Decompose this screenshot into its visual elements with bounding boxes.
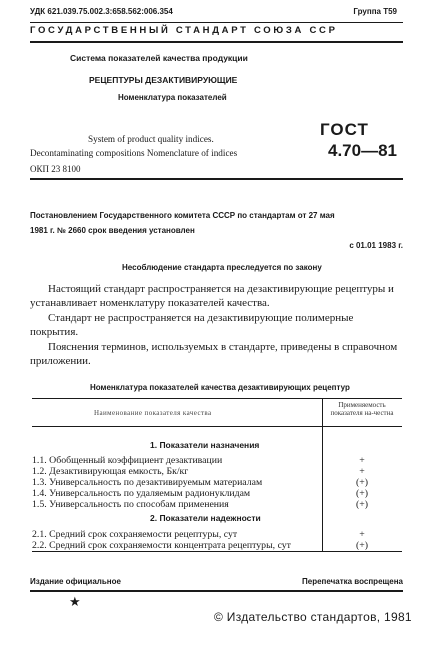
decree-line-2: 1981 г. № 2660 срок введения установлен <box>30 226 195 235</box>
reprint-prohibited-label: Перепечатка воспрещена <box>302 577 403 586</box>
system-title: Система показателей качества продукции <box>70 53 248 63</box>
effective-date: с 01.01 1983 г. <box>349 241 403 250</box>
row-label: 1.2. Дезактивирующая емкость, Бк/кг <box>32 466 189 477</box>
document-subtitle: Номенклатура показателей <box>118 93 227 102</box>
table-row <box>32 488 402 499</box>
table-row <box>32 499 402 510</box>
section-heading-reliability: 2. Показатели надежности <box>150 513 261 523</box>
gost-label: ГОСТ <box>320 120 369 139</box>
document-title: РЕЦЕПТУРЫ ДЕЗАКТИВИРУЮЩИЕ <box>89 75 238 85</box>
table-row <box>32 529 402 540</box>
row-mark: + <box>359 466 365 477</box>
row-mark: (+) <box>355 477 369 488</box>
row-label: 2.2. Средний срок сохраняемости концентрата рецептуры, сут <box>32 540 291 551</box>
paragraph-exclusion: Стандарт не распространяется на дезактивирующие полимерные покрытия. <box>30 312 354 338</box>
heading-rule <box>30 41 403 43</box>
row-mark: + <box>359 455 365 466</box>
table-row <box>32 466 402 477</box>
footer-rule <box>30 590 403 592</box>
table-row <box>32 540 402 551</box>
row-label: 1.3. Универсальность по дезактивируемым материалам <box>32 477 263 488</box>
noncompliance-notice: Несоблюдение стандарта преследуется по закону <box>122 263 322 272</box>
decree-line-1: Постановлением Государственного комитета СССР по стандартам от 27 мая <box>30 211 335 220</box>
indices-table <box>32 398 402 552</box>
gost-number: 4.70—81 <box>328 141 397 160</box>
row-label: 1.1. Обобщенный коэффициент дезактивации <box>32 455 223 466</box>
title-block-rule <box>30 178 403 180</box>
row-mark: + <box>359 529 365 540</box>
row-label: 2.1. Средний срок сохраняемости рецептуры, сут <box>32 529 238 540</box>
row-mark: (+) <box>355 540 369 551</box>
paragraph-terms: Пояснения терминов, используемых в стандарте, приведены в справочном приложении. <box>30 341 398 367</box>
section-heading-purpose: 1. Показатели назначения <box>150 440 260 450</box>
table-row <box>32 477 402 488</box>
row-mark: (+) <box>355 488 369 499</box>
group-code: Группа Т59 <box>353 7 397 16</box>
top-rule <box>30 22 403 23</box>
official-edition-label: Издание официальное <box>30 577 121 586</box>
copyright-notice: © Издательство стандартов, 1981 <box>214 610 412 624</box>
star-icon: ★ <box>69 594 81 609</box>
okp-code: ОКП 23 8100 <box>30 164 81 174</box>
row-label: 1.4. Универсальность по удаляемым радионуклидам <box>32 488 251 499</box>
column-header-name: Наименование показателя качества <box>94 409 212 417</box>
udk-code: УДК 621.039.75.002.3:658.562:006.354 <box>30 7 173 16</box>
table-title: Номенклатура показателей качества дезактивирующих рецептур <box>90 383 350 392</box>
state-standard-heading: ГОСУДАРСТВЕННЫЙ СТАНДАРТ СОЮЗА ССР <box>30 25 338 36</box>
row-label: 1.5. Универсальность по способам применения <box>32 499 229 510</box>
row-mark: (+) <box>355 499 369 510</box>
header-rule <box>32 426 402 427</box>
table-row <box>32 455 402 466</box>
column-header-applicability: Применяемость показателя на-честна <box>330 401 394 417</box>
english-title-line-1: System of product quality indices. <box>88 134 214 144</box>
english-title-line-2: Decontaminating compositions Nomenclature of indices <box>30 148 238 158</box>
paragraph-scope: Настоящий стандарт распространяется на дезактивирующие рецептуры и устанавливает номенклатуру показателей качества. <box>30 283 394 309</box>
